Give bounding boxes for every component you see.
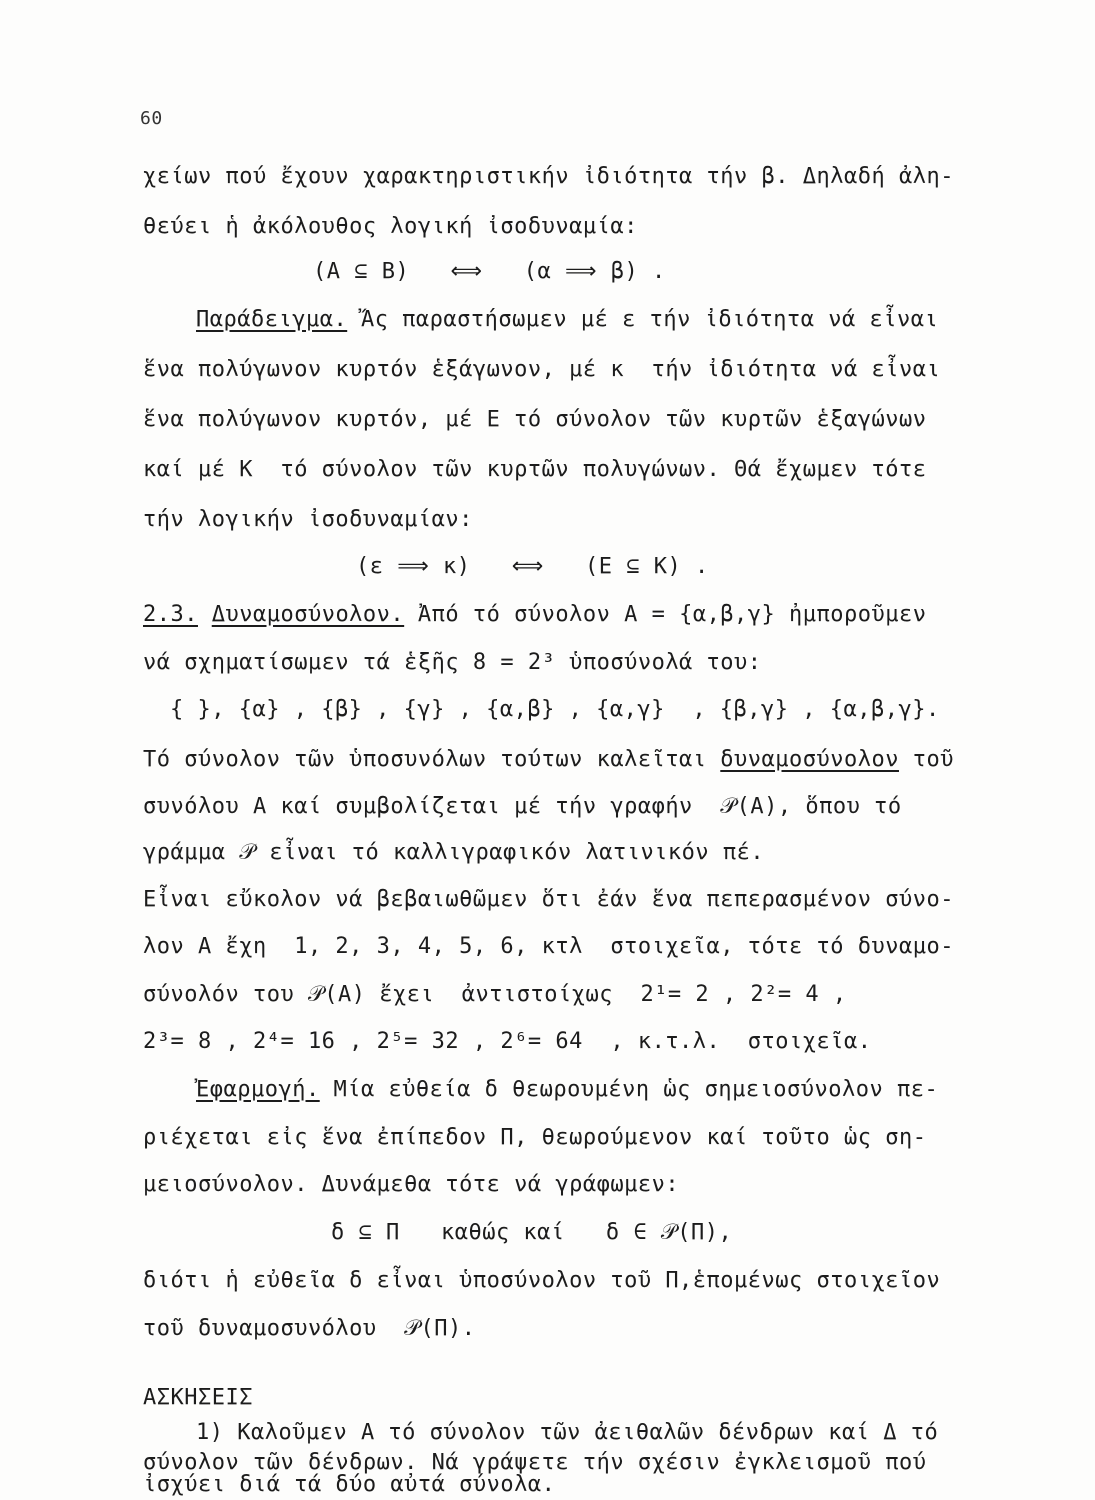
section-text: Ἀπό τό σύνολον Α = {α,β,γ} ἠμποροῦμεν <box>404 602 927 627</box>
application-text: Μία εὐθεία δ θεωρουμένη ὡς σημειοσύνολον πε- <box>319 1077 939 1102</box>
exercise-1-line: 1) Καλοῦμεν Α τό σύνολον τῶν ἀειθαλῶν δένδρων καί Δ τό <box>196 1420 939 1445</box>
exercises-heading: ΑΣΚΗΣΕΙΣ <box>143 1385 253 1410</box>
text-line: τοῦ δυναμοσυνόλου 𝒫(Π). <box>143 1316 476 1341</box>
text-fragment: τοῦ <box>898 747 954 772</box>
term-dynamosynolon: δυναμοσύνολον <box>720 747 899 772</box>
text-line: σύνολόν του 𝒫(Α) ἔχει ἀντιστοίχως 2¹= 2 , 2²= 4 , <box>143 982 847 1007</box>
text-line: τήν λογικήν ἰσοδυναμίαν: <box>143 507 473 532</box>
text-line: συνόλου Α καί συμβολίζεται μέ τήν γραφήν 𝒫(Α), ὅπου τό <box>143 794 902 819</box>
example-line <box>196 305 938 335</box>
application-line <box>196 1075 938 1105</box>
section-number: 2.3. <box>143 602 198 627</box>
page-number: 60 <box>140 108 163 129</box>
formula-application: δ ⊆ Π καθώς καί δ ∈ 𝒫(Π), <box>331 1220 733 1245</box>
text-line: ριέχεται εἰς ἕνα ἐπίπεδον Π, θεωρούμενον καί τοῦτο ὡς ση- <box>143 1125 927 1150</box>
application-heading: Ἐφαρμογή. <box>196 1077 320 1102</box>
section-heading-line <box>143 600 927 630</box>
example-text: Ἄς παραστήσωμεν μέ ε τήν ἰδιότητα νά εἶναι <box>347 307 939 332</box>
text-line: καί μέ Κ τό σύνολον τῶν κυρτῶν πολυγώνων. Θά ἔχωμεν τότε <box>143 457 927 482</box>
text-line: ἕνα πολύγωνον κυρτόν, μέ Ε τό σύνολον τῶν κυρτῶν ἑξαγώνων <box>143 407 927 432</box>
exercise-1-line: σύνολον τῶν δένδρων. Νά γράψετε τήν σχέσιν ἐγκλεισμοῦ πού <box>143 1450 927 1475</box>
exercise-1-line: ἰσχύει διά τά δύο αὐτά σύνολα. <box>143 1472 556 1497</box>
text-line: λον Α ἔχη 1, 2, 3, 4, 5, 6, κτλ στοιχεῖα, τότε τό δυναμο- <box>143 934 954 959</box>
subsets-list: { }, {α} , {β} , {γ} , {α,β} , {α,γ} , {β,γ} , {α,β,γ}. <box>170 697 940 722</box>
text-fragment: Τό σύνολον τῶν ὑποσυνόλων τούτων καλεῖται <box>143 747 721 772</box>
text-line: ἕνα πολύγωνον κυρτόν ἑξάγωνον, μέ κ τήν ἰδιότητα νά εἶναι <box>143 357 941 382</box>
formula-example: (ε ⟹ κ) ⟺ (Ε ⊆ Κ) . <box>356 554 709 579</box>
section-title: Δυναμοσύνολον. <box>211 602 405 627</box>
text-line: νά σχηματίσωμεν τά ἑξῆς 8 = 2³ ὑποσύνολά του: <box>143 650 762 675</box>
text-line: γράμμα 𝒫 εἶναι τό καλλιγραφικόν λατινικόν πέ. <box>143 840 765 865</box>
formula-subset-implication: (Α ⊆ Β) ⟺ (α ⟹ β) . <box>313 259 666 284</box>
text-line: Εἶναι εὔκολον νά βεβαιωθῶμεν ὅτι ἐάν ἕνα πεπερασμένον σύνο- <box>143 887 954 912</box>
text-line: χείων πού ἔχουν χαρακτηριστικήν ἰδιότητα τήν β. Δηλαδή ἀλη- <box>143 164 954 189</box>
text-line: 2³= 8 , 2⁴= 16 , 2⁵= 32 , 2⁶= 64 , κ.τ.λ. στοιχεῖα. <box>143 1029 872 1054</box>
text-line <box>143 745 954 775</box>
text-line: διότι ἡ εὐθεῖα δ εἶναι ὑποσύνολον τοῦ Π,ἑπομένως στοιχεῖον <box>143 1268 941 1293</box>
text-line: μειοσύνολον. Δυνάμεθα τότε νά γράφωμεν: <box>143 1172 680 1197</box>
example-heading: Παράδειγμα. <box>196 307 348 332</box>
text-line: θεύει ἡ ἀκόλουθος λογική ἰσοδυναμία: <box>143 214 638 239</box>
